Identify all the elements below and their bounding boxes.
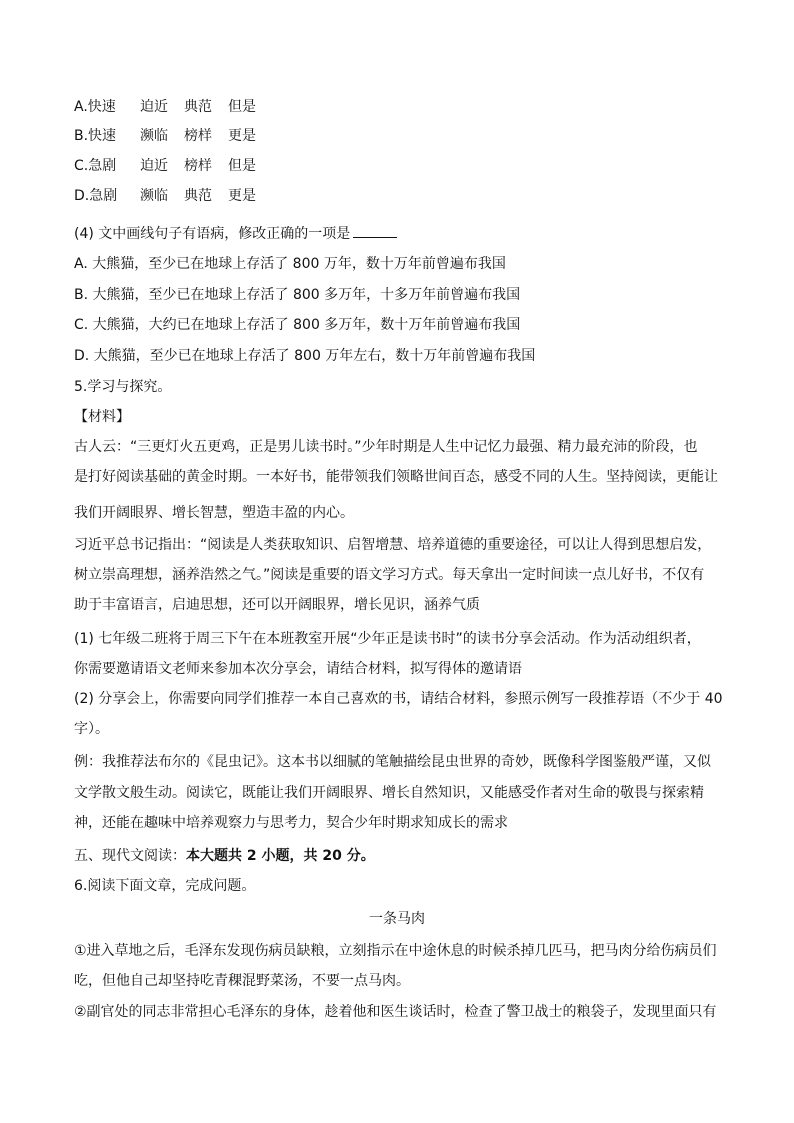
subquestion-2-line1: (2) 分享会上，你需要向同学们推荐一本自己喜欢的书，请结合材料，参照示例写一段推荐语（不少于 40 [74, 691, 723, 707]
article-title: 一条马肉 [369, 911, 425, 927]
example-line2: 文学散文般生动。阅读它，既能让我们开阔眼界、增长自然知识，又能感受作者对生命的敬畏与探索精 [74, 785, 704, 801]
option-word: 但是 [228, 158, 256, 174]
material-heading: 【材料】 [74, 409, 130, 425]
subquestion-2-line2: 字）。 [74, 721, 109, 737]
q4-option-d: D. 大熊猫，至少已在地球上存活了 800 万年左右，数十万年前曾遍布我国 [74, 348, 536, 364]
option-row-d [74, 186, 272, 206]
section-heading [74, 846, 375, 866]
option-word: 濒临 [140, 188, 168, 204]
example-line1: 例：我推荐法布尔的《昆虫记》。这本书以细腻的笔触描绘昆虫世界的奇妙，既像科学图鉴般严谨，又似 [74, 754, 711, 770]
article-para1-line1: ①进入草地之后，毛泽东发现伤病员缺粮，立刻指示在中途休息的时候杀掉几匹马，把马肉分给伤病员们 [74, 943, 717, 959]
option-word: 迫近 [140, 99, 168, 115]
question-4-stem [74, 224, 397, 244]
section-heading-prefix: 五、现代文阅读： [74, 848, 186, 864]
material-para2-line1: 习近平总书记指出：“阅读是人类获取知识、启智增慧、培养道德的重要途径，可以让人得到思想启发， [74, 537, 712, 553]
option-label: C.急剧 [74, 158, 117, 174]
subquestion-1-line2: 你需要邀请语文老师来参加本次分享会，请结合材料，拟写得体的邀请语 [74, 661, 522, 677]
option-word: 榜样 [184, 158, 212, 174]
option-word: 濒临 [140, 128, 168, 144]
material-para1-line1: 古人云：“三更灯火五更鸡，正是男儿读书时。”少年时期是人生中记忆力最强、精力最充沛的阶段，也 [74, 439, 698, 455]
question-4-text: (4) 文中画线句子有语病，修改正确的一项是 [74, 226, 351, 242]
option-label: D.急剧 [74, 188, 118, 204]
q4-option-a: A. 大熊猫，至少已在地球上存活了 800 万年，数十万年前曾遍布我国 [74, 256, 506, 272]
subquestion-1-line1: (1) 七年级二班将于周三下午在本班教室开展“少年正是读书时”的读书分享会活动。作为活动组织者， [74, 631, 701, 647]
material-para2-line2: 树立崇高理想，涵养浩然之气。”阅读是重要的语文学习方式。每天拿出一定时间读一点儿好书，不仅有 [74, 567, 705, 583]
option-word: 更是 [228, 188, 256, 204]
option-row-c [74, 156, 272, 176]
question-6-title: 6.阅读下面文章，完成问题。 [74, 878, 256, 894]
option-word: 榜样 [184, 128, 212, 144]
article-para1-line2: 吃，但他自己却坚持吃青稞混野菜汤，不要一点马肉。 [74, 973, 410, 989]
option-word: 但是 [228, 99, 256, 115]
option-label: A.快速 [74, 99, 116, 115]
question-5-title: 5.学习与探究。 [74, 379, 172, 395]
section-heading-score: 本大题共 2 小题，共 20 分。 [186, 848, 375, 864]
option-word: 典范 [184, 99, 212, 115]
answer-blank[interactable] [353, 225, 397, 238]
q4-option-c: C. 大熊猫，大约已在地球上存活了 800 多万年，数十万年前曾遍布我国 [74, 317, 521, 333]
material-para1-line2: 是打好阅读基础的黄金时期。一本好书，能带领我们领略世间百态，感受不同的人生。坚持阅读，更能让 [74, 469, 718, 485]
q4-option-b: B. 大熊猫，至少已在地球上存活了 800 多万年，十多万年前曾遍布我国 [74, 287, 521, 303]
option-row-a [74, 97, 272, 117]
material-para1-line3: 我们开阔眼界、增长智慧，塑造丰盈的内心。 [74, 505, 354, 521]
option-word: 典范 [184, 188, 212, 204]
example-line3: 神，还能在趣味中培养观察力与思考力，契合少年时期求知成长的需求 [74, 815, 508, 831]
option-label: B.快速 [74, 128, 117, 144]
material-para2-line3: 助于丰富语言，启迪思想，还可以开阔眼界，增长见识，涵养气质 [74, 597, 480, 613]
option-row-b [74, 126, 272, 146]
option-word: 迫近 [140, 158, 168, 174]
article-para2-line1: ②副官处的同志非常担心毛泽东的身体，趁着他和医生谈话时，检查了警卫战士的粮袋子，发现里面只有 [74, 1004, 717, 1020]
option-word: 更是 [228, 128, 256, 144]
